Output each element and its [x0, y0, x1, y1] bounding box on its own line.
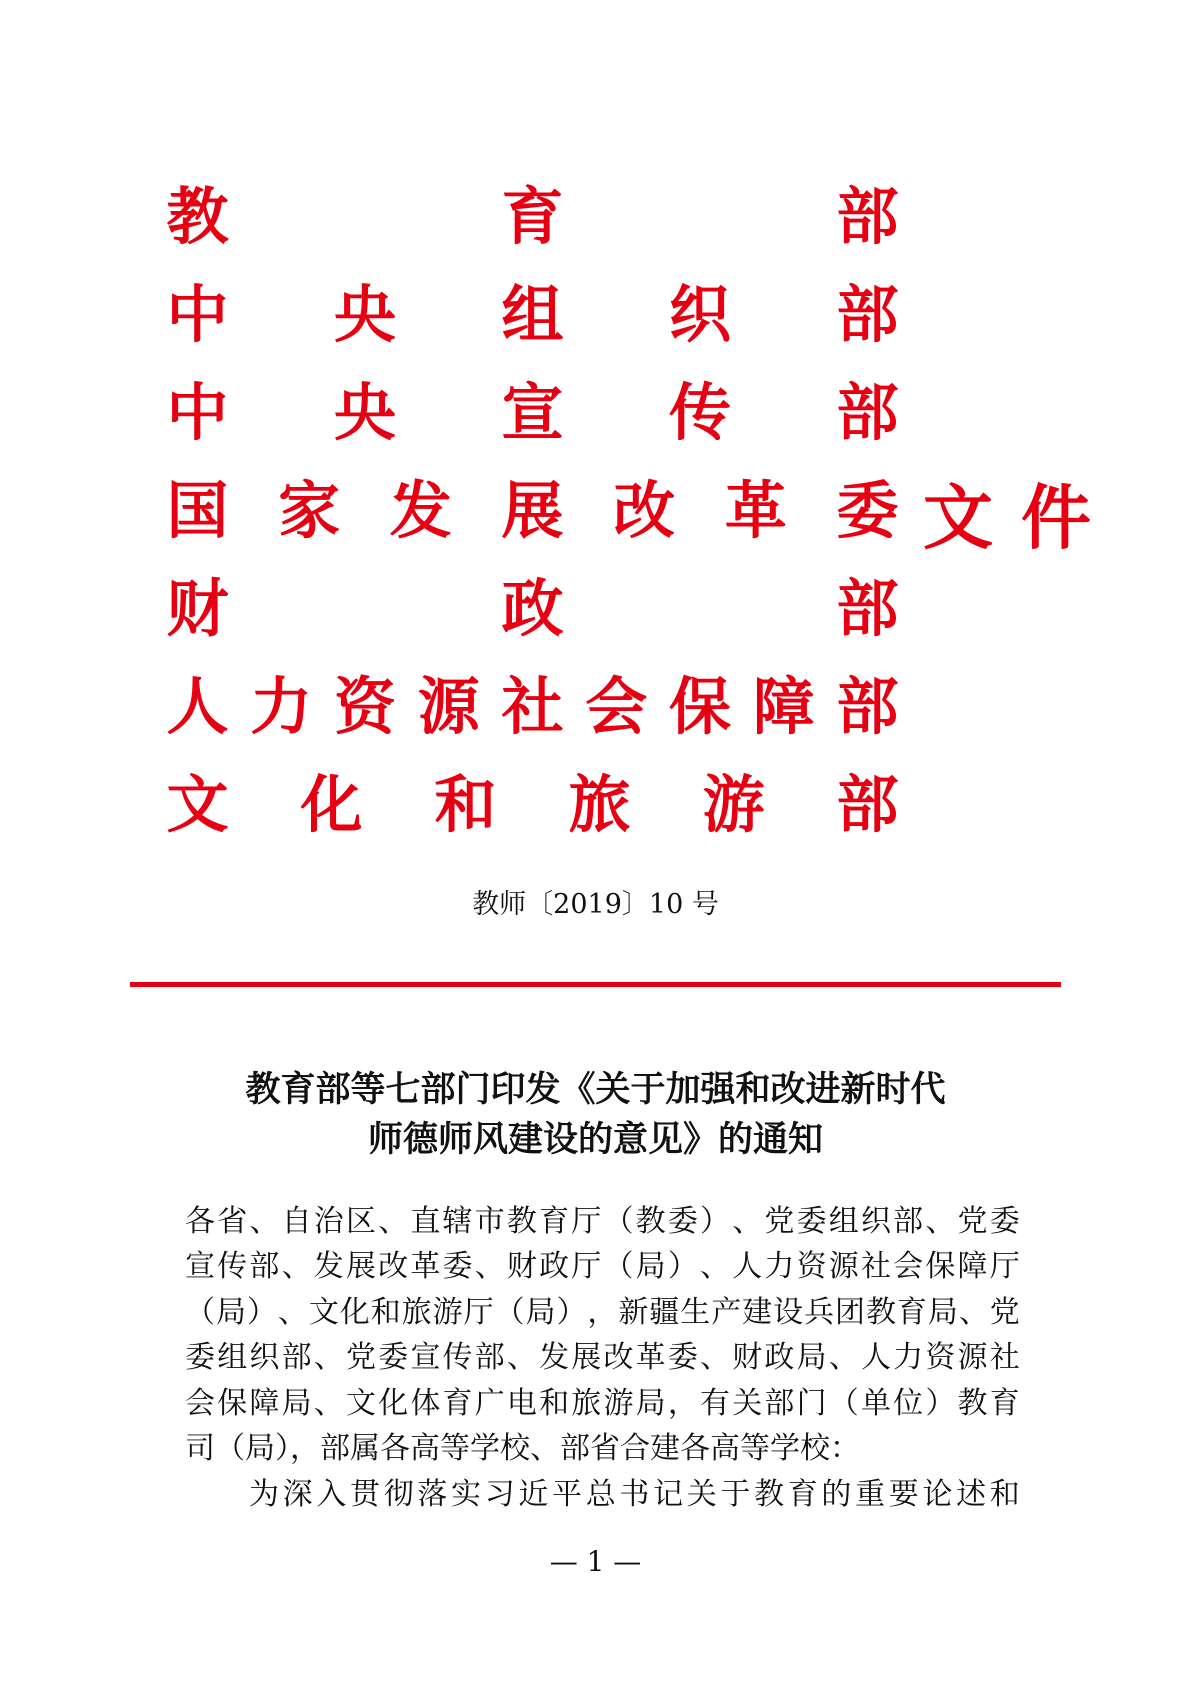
- issuer-char: 国: [166, 474, 229, 547]
- issuer-char: 部: [836, 278, 899, 351]
- text-char: 局: [927, 1295, 958, 1330]
- text-char: 传: [217, 1249, 248, 1284]
- text-char: 财: [506, 1249, 537, 1284]
- text-char: 体: [410, 1386, 441, 1421]
- text-char: 政: [539, 1249, 570, 1284]
- text-char: 、: [277, 1295, 308, 1330]
- text-char: 、: [313, 1340, 344, 1375]
- text-char: 关: [732, 1386, 763, 1421]
- text-char: 资: [925, 1340, 956, 1375]
- text-char: 和: [989, 1477, 1020, 1512]
- text-char: 部: [474, 1340, 505, 1375]
- text-char: 党: [764, 1204, 795, 1239]
- text-char: 部: [764, 1386, 795, 1421]
- text-char: 、: [925, 1204, 956, 1239]
- text-char: 人: [860, 1340, 891, 1375]
- text-char: 组: [217, 1340, 248, 1375]
- text-char: 源: [828, 1249, 859, 1284]
- text-char: 教: [865, 1295, 896, 1330]
- text-char: ）: [556, 1295, 587, 1330]
- text-char: 织: [860, 1204, 891, 1239]
- text-char: 育: [539, 1204, 570, 1239]
- text-char: 近: [518, 1477, 549, 1512]
- text-char: 宣: [410, 1340, 441, 1375]
- text-char: 论: [922, 1477, 953, 1512]
- text-char: 建: [742, 1295, 773, 1330]
- text-char: 局: [281, 1386, 312, 1421]
- text-char: 党: [345, 1340, 376, 1375]
- issuer-char: 改: [613, 474, 676, 547]
- issuer-char: 旅: [568, 768, 631, 841]
- addressee-line: [185, 1202, 1020, 1242]
- issuer-char: 保: [668, 670, 731, 743]
- text-char: 革: [410, 1249, 441, 1284]
- text-char: 部: [281, 1340, 312, 1375]
- issuer-char: 部: [836, 768, 899, 841]
- issuer-char: 部: [836, 572, 899, 645]
- issuer-char: 财: [166, 572, 229, 645]
- text-char: 、: [313, 1386, 344, 1421]
- text-char: 、: [732, 1204, 763, 1239]
- text-char: 会: [893, 1249, 924, 1284]
- addressee-line: [185, 1247, 1020, 1287]
- issuer-char: 人: [166, 670, 229, 743]
- issuer-char: 育: [501, 180, 564, 253]
- text-char: 和: [370, 1295, 401, 1330]
- issuer-char: 文: [166, 768, 229, 841]
- issuer-char: 中: [166, 376, 229, 449]
- text-char: ）: [246, 1295, 277, 1330]
- text-char: 直: [410, 1204, 441, 1239]
- text-char: ，: [667, 1386, 698, 1421]
- text-char: 局: [796, 1340, 827, 1375]
- text-char: 设: [773, 1295, 804, 1330]
- text-char: 游: [432, 1295, 463, 1330]
- text-char: 重: [855, 1477, 886, 1512]
- issuer-char: 游: [702, 768, 765, 841]
- text-char: 的: [821, 1477, 852, 1512]
- text-char: 展: [571, 1340, 602, 1375]
- text-char: 厅: [571, 1249, 602, 1284]
- issuer-char: 会: [585, 670, 648, 743]
- text-char: 障: [957, 1249, 988, 1284]
- text-char: 委: [667, 1340, 698, 1375]
- text-char: 党: [957, 1204, 988, 1239]
- text-char: 平: [552, 1477, 583, 1512]
- text-char: 书: [619, 1477, 650, 1512]
- text-char: 新: [618, 1295, 649, 1330]
- text-char: ）: [667, 1249, 698, 1284]
- text-char: 厅: [463, 1295, 494, 1330]
- text-char: 于: [720, 1477, 751, 1512]
- issuer-ministry-of-human-resources: [165, 670, 900, 743]
- addressee-line: [185, 1293, 1020, 1333]
- text-char: 团: [835, 1295, 866, 1330]
- text-char: 化: [378, 1386, 409, 1421]
- issuer-ministry-of-culture-and-tourism: [165, 768, 900, 841]
- text-char: 委: [989, 1204, 1020, 1239]
- issuer-char: 央: [333, 376, 396, 449]
- text-char: 保: [925, 1249, 956, 1284]
- text-char: 育: [787, 1477, 818, 1512]
- issuer-char: 化: [300, 768, 363, 841]
- text-char: 各: [185, 1204, 215, 1239]
- text-char: 教: [635, 1204, 666, 1239]
- issuer-char: 部: [836, 376, 899, 449]
- text-char: 、: [378, 1204, 409, 1239]
- text-char: 教: [506, 1204, 537, 1239]
- text-char: 广: [474, 1386, 505, 1421]
- issuer-char: 家: [278, 474, 341, 547]
- text-char: 局: [635, 1249, 666, 1284]
- text-char: 落: [417, 1477, 448, 1512]
- text-char: 省: [217, 1204, 248, 1239]
- document-type-char: 文: [923, 476, 993, 559]
- text-char: 、: [249, 1204, 280, 1239]
- text-char: 记: [653, 1477, 684, 1512]
- text-char: 传: [442, 1340, 473, 1375]
- issuer-char: 织: [668, 278, 731, 351]
- issuer-char: 政: [501, 572, 564, 645]
- text-char: 革: [635, 1340, 666, 1375]
- text-char: 厅: [571, 1204, 602, 1239]
- issuer-char: 障: [752, 670, 815, 743]
- issuer-organization-department: [165, 278, 900, 351]
- text-char: 文: [308, 1295, 339, 1330]
- text-char: 局: [215, 1295, 246, 1330]
- text-char: 为: [249, 1477, 279, 1512]
- text-char: 单: [860, 1386, 891, 1421]
- text-char: 、: [958, 1295, 989, 1330]
- text-char: 社: [860, 1249, 891, 1284]
- text-char: 发: [313, 1249, 344, 1284]
- issuer-development-reform-commission: [165, 474, 900, 547]
- text-char: 政: [764, 1340, 795, 1375]
- text-char: 委: [378, 1340, 409, 1375]
- text-char: 部: [893, 1204, 924, 1239]
- text-char: 述: [956, 1477, 987, 1512]
- text-char: 、: [828, 1340, 859, 1375]
- text-char: 厅: [989, 1249, 1020, 1284]
- text-char: 实: [451, 1477, 482, 1512]
- text-char: 宣: [185, 1249, 215, 1284]
- text-char: 电: [506, 1386, 537, 1421]
- text-char: 总: [585, 1477, 616, 1512]
- text-char: 局: [525, 1295, 556, 1330]
- text-char: 旅: [401, 1295, 432, 1330]
- text-char: 旅: [571, 1386, 602, 1421]
- issuer-char: 社: [501, 670, 564, 743]
- issuer-ministry-of-finance: [165, 572, 900, 645]
- text-char: 深: [282, 1477, 313, 1512]
- text-char: 育: [989, 1386, 1020, 1421]
- text-char: 区: [345, 1204, 376, 1239]
- text-char: 兵: [804, 1295, 835, 1330]
- issuer-char: 宣: [501, 376, 564, 449]
- red-separator-line: [130, 982, 1061, 987]
- text-char: 资: [796, 1249, 827, 1284]
- document-title-line: 教育部等七部门印发《关于加强和改进新时代: [245, 1069, 946, 1110]
- text-char: 委: [667, 1204, 698, 1239]
- text-char: 、: [506, 1340, 537, 1375]
- issuer-char: 革: [724, 474, 787, 547]
- text-char: 游: [603, 1386, 634, 1421]
- text-char: 、: [474, 1249, 505, 1284]
- text-char: （: [603, 1204, 634, 1239]
- addressee-line: 司（局），部属各高等学校、部省合建各高等学校：: [185, 1431, 860, 1466]
- text-char: 要: [888, 1477, 919, 1512]
- text-char: 源: [957, 1340, 988, 1375]
- addressee-line: [185, 1338, 1020, 1378]
- page-number: — 1 —: [549, 1545, 642, 1578]
- text-char: 、: [281, 1249, 312, 1284]
- issuer-char: 央: [333, 278, 396, 351]
- text-char: 发: [539, 1340, 570, 1375]
- text-char: 入: [316, 1477, 347, 1512]
- text-char: 育: [896, 1295, 927, 1330]
- text-char: 财: [732, 1340, 763, 1375]
- text-char: 力: [893, 1340, 924, 1375]
- text-char: 关: [686, 1477, 717, 1512]
- issuer-publicity-department: [165, 376, 900, 449]
- addressee-line: [185, 1384, 1020, 1424]
- text-char: 局: [635, 1386, 666, 1421]
- text-char: 辖: [442, 1204, 473, 1239]
- text-char: 人: [732, 1249, 763, 1284]
- text-char: 门: [796, 1386, 827, 1421]
- document-type-char: 件: [1021, 476, 1091, 559]
- text-char: （: [494, 1295, 525, 1330]
- text-char: ，: [587, 1295, 618, 1330]
- issuer-char: 部: [836, 180, 899, 253]
- document-type-label: [922, 476, 1092, 559]
- issuer-char: 展: [501, 474, 564, 547]
- text-char: 文: [345, 1386, 376, 1421]
- text-char: 改: [603, 1340, 634, 1375]
- text-char: 疆: [649, 1295, 680, 1330]
- text-char: 贯: [350, 1477, 381, 1512]
- text-char: 生: [680, 1295, 711, 1330]
- issuer-char: 力: [250, 670, 313, 743]
- issuer-char: 和: [434, 768, 497, 841]
- issuer-char: 发: [389, 474, 452, 547]
- text-char: 市: [474, 1204, 505, 1239]
- text-char: 自: [281, 1204, 312, 1239]
- document-title-line: 师德师风建设的意见》的通知: [367, 1119, 823, 1160]
- text-char: （: [603, 1249, 634, 1284]
- issuer-ministry-of-education: [165, 180, 900, 253]
- text-char: 化: [339, 1295, 370, 1330]
- text-char: 习: [484, 1477, 515, 1512]
- text-char: 改: [378, 1249, 409, 1284]
- body-line: [249, 1475, 1020, 1515]
- text-char: 治: [313, 1204, 344, 1239]
- text-char: （: [185, 1295, 215, 1330]
- text-char: 、: [700, 1340, 730, 1375]
- text-char: 委: [185, 1340, 215, 1375]
- text-char: 教: [754, 1477, 785, 1512]
- issuer-char: 中: [166, 278, 229, 351]
- text-char: 力: [764, 1249, 795, 1284]
- document-number: 教师〔2019〕10 号: [472, 889, 719, 920]
- issuer-char: 委: [836, 474, 899, 547]
- text-char: 部: [249, 1249, 280, 1284]
- issuer-char: 部: [836, 670, 899, 743]
- text-char: 会: [185, 1386, 215, 1421]
- text-char: 委: [442, 1249, 473, 1284]
- text-char: 展: [345, 1249, 376, 1284]
- text-char: 产: [711, 1295, 742, 1330]
- text-char: 障: [249, 1386, 280, 1421]
- text-char: 社: [989, 1340, 1020, 1375]
- text-char: 织: [249, 1340, 280, 1375]
- issuer-char: 源: [417, 670, 480, 743]
- text-char: 位: [893, 1386, 924, 1421]
- text-char: ）: [925, 1386, 956, 1421]
- issuer-char: 教: [166, 180, 229, 253]
- text-char: 保: [217, 1386, 248, 1421]
- text-char: 、: [700, 1249, 730, 1284]
- text-char: 彻: [383, 1477, 414, 1512]
- text-char: ）: [700, 1204, 730, 1239]
- issuer-char: 资: [333, 670, 396, 743]
- issuer-char: 传: [668, 376, 731, 449]
- text-char: 委: [796, 1204, 827, 1239]
- text-char: 组: [828, 1204, 859, 1239]
- text-char: 育: [442, 1386, 473, 1421]
- issuer-char: 组: [501, 278, 564, 351]
- text-char: 和: [539, 1386, 570, 1421]
- text-char: 教: [957, 1386, 988, 1421]
- text-char: 有: [700, 1386, 730, 1421]
- text-char: （: [828, 1386, 859, 1421]
- text-char: 党: [989, 1295, 1020, 1330]
